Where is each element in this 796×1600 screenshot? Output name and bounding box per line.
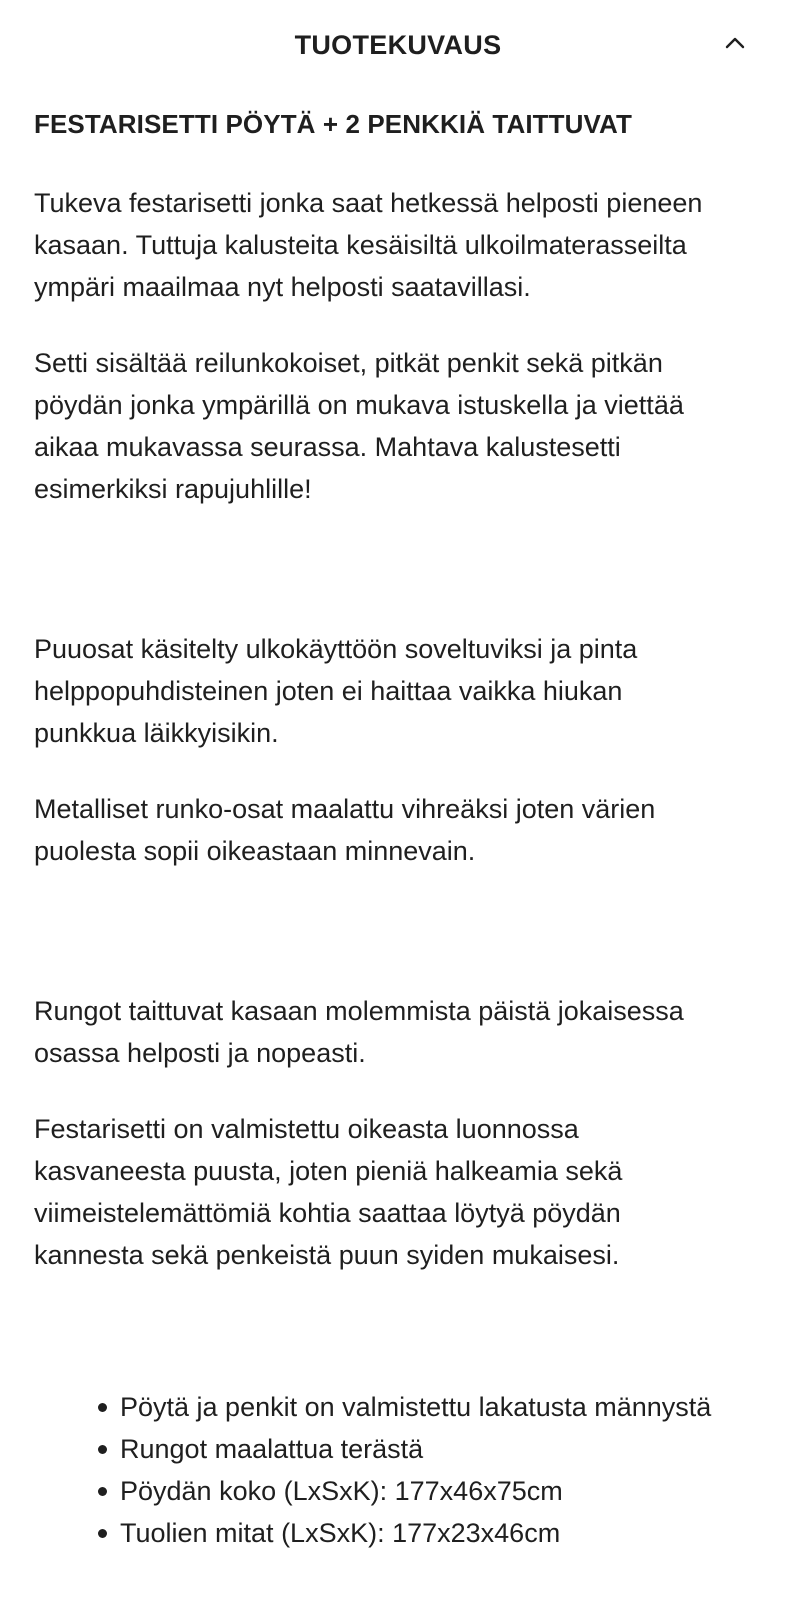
spec-text: Pöytä ja penkit on valmistettu lakatusta männystä: [120, 1392, 712, 1422]
bullet-icon: [98, 1529, 107, 1538]
description-paragraph: Metalliset runko-osat maalattu vihreäksi joten värien puolesta sopii oikeastaan minnevain.: [34, 794, 656, 866]
spec-list: [34, 1386, 774, 1554]
spec-list-item: [34, 1512, 774, 1554]
spec-text: Tuolien mitat (LxSxK): 177x23x46cm: [120, 1518, 561, 1548]
chevron-up-icon[interactable]: [724, 36, 746, 50]
spec-list-item: [34, 1428, 774, 1470]
description-paragraph: Rungot taittuvat kasaan molemmista päistä jokaisessa osassa helposti ja nopeasti.: [34, 996, 684, 1068]
description-paragraph: Festarisetti on valmistettu oikeasta luonnossa kasvaneesta puusta, joten pieniä halkeamia sekä viimeistelemättömiä kohtia saattaa löytyä pöydän kannesta sekä penkeistä puun syiden mukaisesi.: [34, 1114, 623, 1270]
description-paragraph: Tukeva festarisetti jonka saat hetkessä helposti pieneen kasaan. Tuttuja kalusteita kesäisiltä ulkoilmaterasseilta ympäri maailmaa nyt helposti saatavillasi.: [34, 188, 703, 302]
spec-text: Rungot maalattua terästä: [120, 1434, 424, 1464]
spec-text: Pöydän koko (LxSxK): 177x46x75cm: [120, 1476, 563, 1506]
spec-list-item: [34, 1470, 774, 1512]
bullet-icon: [98, 1487, 107, 1496]
product-description: [34, 106, 774, 1554]
accordion-title: TUOTEKUVAUS: [294, 30, 502, 60]
spec-list-item: [34, 1386, 774, 1428]
bullet-icon: [98, 1403, 107, 1412]
description-paragraph: Puuosat käsitelty ulkokäyttöön soveltuviksi ja pinta helppopuhdisteinen joten ei haittaa vaikka hiukan punkkua läikkyisikin.: [34, 634, 638, 748]
bullet-icon: [98, 1445, 107, 1454]
product-heading: FESTARISETTI PÖYTÄ + 2 PENKKIÄ TAITTUVAT: [34, 109, 632, 139]
description-paragraph: Setti sisältää reilunkokoiset, pitkät penkit sekä pitkän pöydän jonka ympärillä on mukava istuskella ja viettää aikaa mukavassa seurassa. Mahtava kalustesetti esimerkiksi rapujuhlille!: [34, 348, 684, 504]
accordion-header-tuotekuvaus[interactable]: [0, 18, 796, 78]
